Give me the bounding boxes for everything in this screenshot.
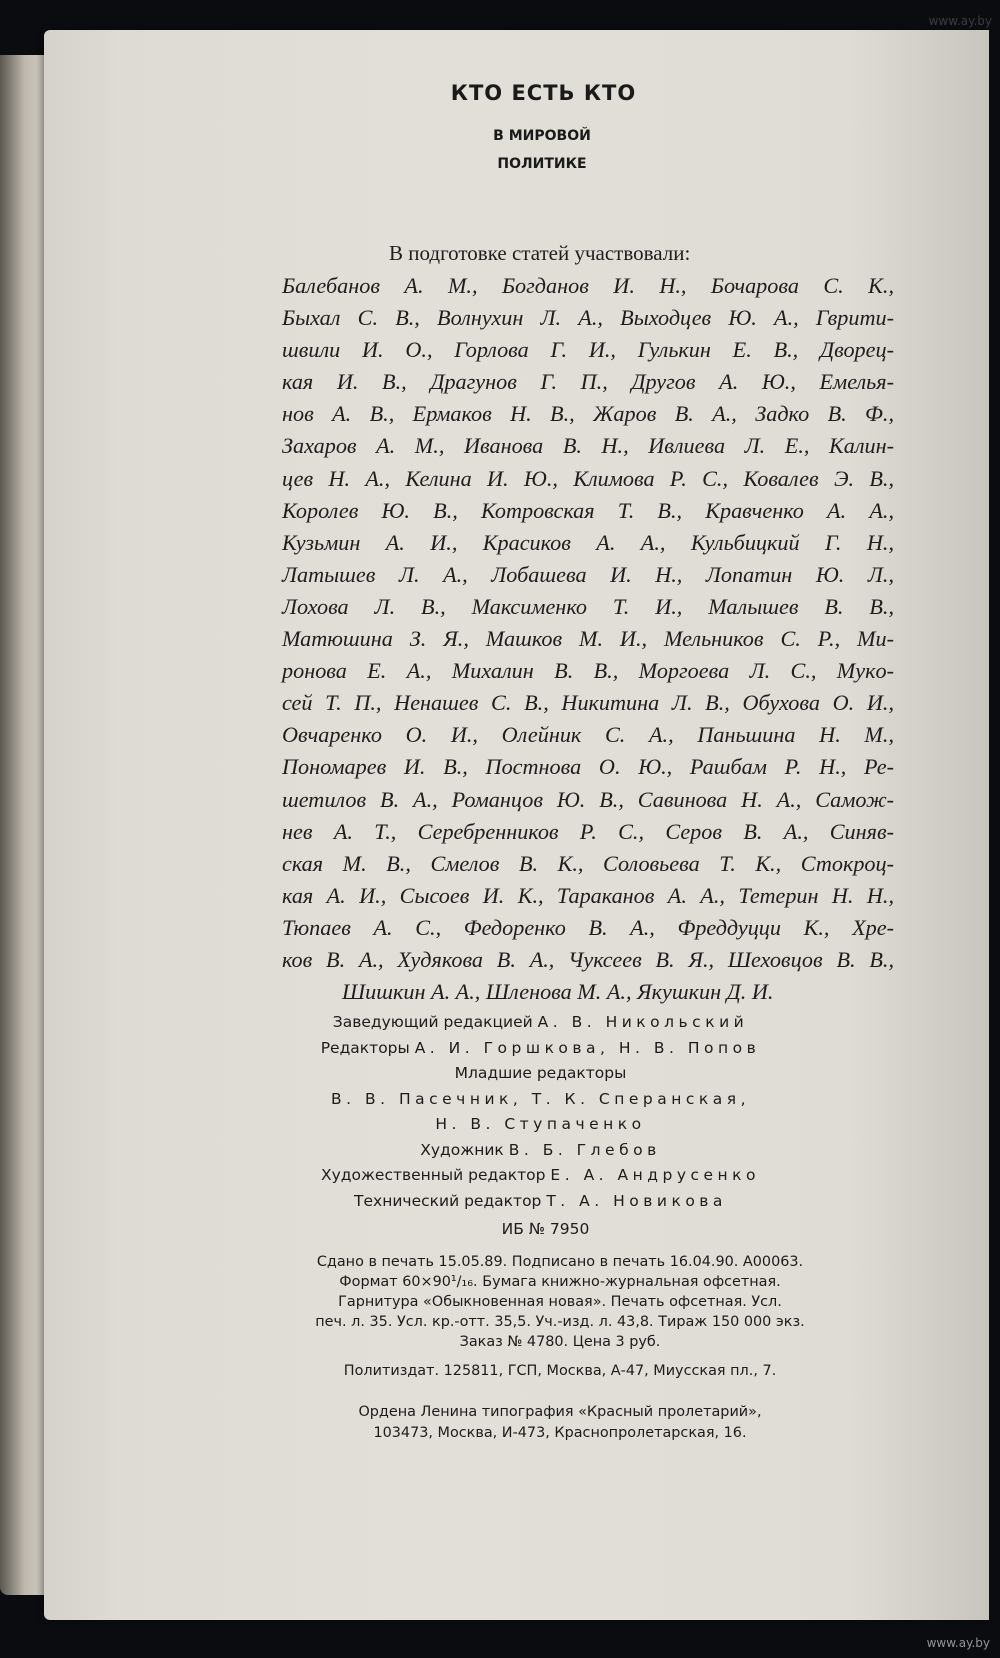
printing-line: Гарнитура «Обыкновенная новая». Печать офсетная. Усл.	[338, 1294, 782, 1310]
contributors-line: Латышев Л. А., Лобашева И. Н., Лопатин Ю. Л.,	[282, 561, 894, 587]
printing-details	[270, 1252, 850, 1352]
book-page	[44, 30, 989, 1620]
book-subtitle	[44, 122, 989, 178]
head-editor-name: А. В. Никольский	[537, 1013, 749, 1031]
printing-line: Сдано в печать 15.05.89. Подписано в печать 16.04.90. А00063.	[316, 1254, 804, 1270]
tech-editor-credit	[92, 1189, 989, 1215]
publisher-address: Политиздат. 125811, ГСП, Москва, А-47, Миусская пл., 7.	[343, 1363, 777, 1379]
subtitle-line-2: ПОЛИТИКЕ	[497, 156, 587, 172]
contributors-heading: В подготовке статей участвовали:	[389, 241, 691, 265]
contributors-list	[282, 270, 894, 1008]
contributors-line: Пономарев И. В., Постнова О. Ю., Рашбам Р. Н., Ре-	[282, 754, 894, 780]
site-watermark-top: www.ay.by	[928, 14, 992, 28]
head-editor-label: Заведующий редакцией	[332, 1013, 533, 1031]
editors-label: Редакторы	[320, 1038, 410, 1057]
junior-editors-label: Младшие редакторы	[454, 1064, 627, 1082]
printing-line: Формат 60×90¹/₁₆. Бумага книжно-журнальная офсетная.	[339, 1274, 781, 1290]
contributors-line: ков В. А., Худякова В. А., Чуксеев В. Я., Шеховцов В. В.,	[282, 946, 894, 972]
contributors-line: Овчаренко О. И., Олейник С. А., Паньшина Н. М.,	[282, 722, 894, 748]
artist-credit	[92, 1138, 989, 1164]
printing-house	[270, 1402, 850, 1444]
contributors-line: кая А. И., Сысоев И. К., Тараканов А. А., Тетерин Н. Н.,	[282, 882, 894, 908]
artist-name: В. Б. Глебов	[508, 1140, 661, 1159]
contributors-line: Тюпаев А. С., Федоренко В. А., Фреддуцци К., Хре-	[282, 914, 894, 940]
contributors-line: Быхал С. В., Волнухин Л. А., Выходцев Ю. А., Гврити-	[282, 305, 894, 331]
junior-editors-names: Н. В. Ступаченко	[435, 1115, 646, 1133]
editors-credit	[92, 1036, 989, 1062]
ib-number: ИБ № 7950	[501, 1220, 590, 1238]
contributors-line: Балебанов А. М., Богданов И. Н., Бочарова С. К.,	[282, 273, 894, 298]
junior-editors-names: В. В. Пасечник, Т. К. Сперанская,	[330, 1089, 751, 1108]
tech-editor-name: Т. А. Новикова	[546, 1191, 727, 1210]
head-editor-credit	[92, 1010, 989, 1036]
contributors-line: Королев Ю. В., Котровская Т. В., Кравченко А. А.,	[282, 497, 894, 523]
art-editor-credit	[92, 1163, 989, 1189]
contributors-line: нев А. Т., Серебренников Р. С., Серов В. А., Синяв-	[282, 818, 894, 844]
contributors-line: швили И. О., Горлова Г. И., Гулькин Е. В., Дворец-	[282, 337, 894, 363]
contributors-line: сей Т. П., Ненашев С. В., Никитина Л. В., Обухова О. И.,	[282, 690, 894, 716]
contributors-line: Захаров А. М., Иванова В. Н., Ивлиева Л. Е., Калин-	[282, 433, 894, 459]
printing-line: Заказ № 4780. Цена 3 руб.	[459, 1334, 661, 1350]
printing-house-line-1: Ордена Ленина типография «Красный пролетарий»,	[358, 1404, 762, 1420]
contributors-line: Шишкин А. А., Шленова М. А., Якушкин Д. И.	[342, 979, 774, 1005]
contributors-line: цев Н. А., Келина И. Ю., Климова Р. С., Ковалев Э. В.,	[282, 465, 894, 491]
contributors-line: Лохова Л. В., Максименко Т. И., Малышев В. В.,	[282, 593, 894, 619]
subtitle-line-1: В МИРОВОЙ	[493, 128, 591, 144]
site-watermark-bottom: www.ay.by	[926, 1636, 990, 1650]
editorial-credits	[44, 1010, 989, 1214]
contributors-line: ская М. В., Смелов В. К., Соловьева Т. К., Стокроц-	[282, 850, 894, 876]
art-editor-name: Е. А. Андрусенко	[550, 1166, 761, 1184]
book-title: КТО ЕСТЬ КТО	[450, 81, 637, 105]
art-editor-label: Художественный редактор	[320, 1166, 546, 1184]
printing-line: печ. л. 35. Усл. кр.-отт. 35,5. Уч.-изд. л. 43,8. Тираж 150 000 экз.	[315, 1314, 805, 1330]
artist-label: Художник	[420, 1140, 504, 1159]
tech-editor-label: Технический редактор	[354, 1191, 542, 1210]
contributors-line: Кузьмин А. И., Красиков А. А., Кульбицкий Г. Н.,	[282, 529, 894, 555]
contributors-line: шетилов В. А., Романцов Ю. В., Савинова Н. А., Самож-	[282, 786, 894, 812]
editors-names: А. И. Горшкова, Н. В. Попов	[414, 1038, 761, 1057]
contributors-line: ронова Е. А., Михалин В. В., Моргоева Л. С., Мукo-	[282, 658, 894, 684]
contributors-line: нов А. В., Ермаков Н. В., Жаров В. А., Задко В. Ф.,	[282, 401, 894, 427]
contributors-line: кая И. В., Драгунов Г. П., Другов А. Ю., Емелья-	[282, 369, 894, 395]
contributors-line: Матюшина З. Я., Машков М. И., Мельников С. Р., Ми-	[282, 626, 894, 652]
printing-house-line-2: 103473, Москва, И-473, Краснопролетарская, 16.	[373, 1425, 747, 1441]
